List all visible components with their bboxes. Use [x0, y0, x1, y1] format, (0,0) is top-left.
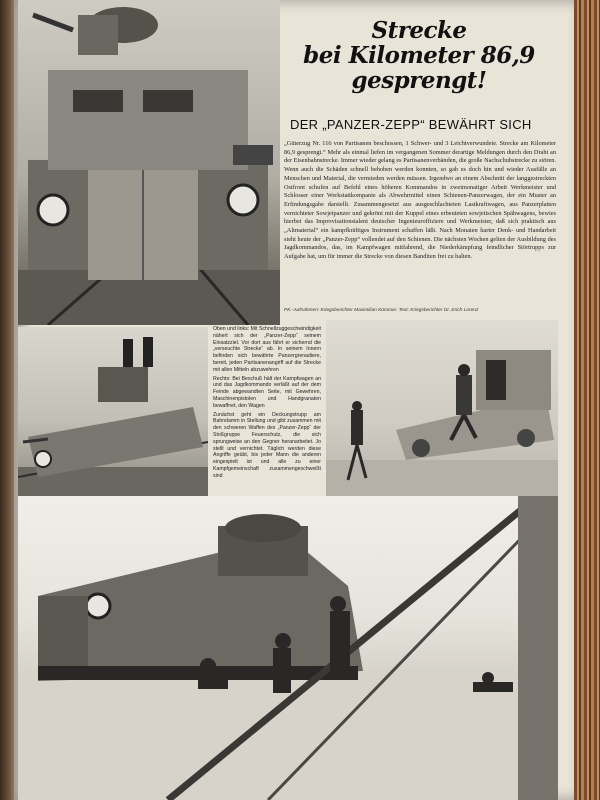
- photo-soldiers-leaving-railcar: [326, 320, 558, 496]
- stacked-pages-edge: [574, 0, 600, 800]
- caption-top: Oben und links: Mit Schnellzuggeschwindigkeit nähert sich der „Panzer-Zepp“ seinem Einsatzziel. Vor dort aus fährt er sichernd die „verseuchte Strecke“ ab. In seinem Innern befinden sich bewährte Panzergrenadiere, bereit, jeden Partisanenangriff auf die Strecke mit allen Mitteln abzuwehren: [213, 326, 321, 373]
- article-headline: [284, 18, 554, 93]
- photo-captions: [213, 326, 321, 482]
- caption-right: Rechts: Bei Beschuß hält der Kampfwagen an und das Jagdkommando verläßt auf der dem Feinde abgewandten Seite, mit Gewehren, Maschinenpistolen und Handgranaten bewaffnet, den Wagen: [213, 375, 321, 409]
- article-body: „Güterzug Nr. 116 von Partisanen beschossen, 1 Schwer- und 3 Leichtverwundete. Strecke am Kilometer 86,9 gesprengt.“ Mehr als einmal liefen im vergangenen Sommer derartige Meldungen durch den Draht an der Eisenbahnstrecke. Immer wieder gelang es Partisanenverbänden, die große Nachschubstrecke zu stören. Wenn auch die Schäden schnell behoben werden konnten, so gab es doch hin und wieder Ausfälle an Menschen und Material, die vermieden werden müssen. Irgendwo an einem Abschnitt der langgestreckten Ostfront schufen auf Befehl eines höheren Kommandos in zweimonatiger Arbeit Werkmeister und Schlosser einer Werkstattkompanie als Abwehrmittel einen Schienen-Panzerwagen, der ein Muster an Erfindungsgabe darstellt. Zusammengesetzt aus ausgeschlachteten Lastkraftwagen, aus Panzerplatten vernichteter Sowjetpanzer und gekrönt mit der Kuppel eines erbeuteten sowjetischen Spähwagens, bewies hierbei das Improvisationstalent deutscher Ingenieuroffiziere und Werkmeister, daß sich praktisch aus „Altmaterial“ ein kampfkräftiges Instrument schaffen läßt. Nach Monaten harter Denk- und Handarbeit steht heute der „Panzer-Zepp“ vollendet auf den Schienen. Die nächsten Wochen gelten der Ausbildung des Jagdkommandos, das, im Kampfwagen mitfahrend, die Niederkämpfung feindlicher Störtrupps zur Aufgabe hat, um für immer die Strecke von diesen Banditen frei zu halten.: [284, 140, 556, 261]
- railcar-side-illustration: [18, 327, 208, 497]
- combat-scene-illustration: [18, 496, 558, 800]
- photo-railcar-side: [18, 327, 208, 497]
- article-subheading: DER „PANZER-ZEPP“ BEWÄHRT SICH: [290, 117, 532, 132]
- photo-combat-scene: [18, 496, 558, 800]
- headline-line-1: Strecke: [371, 17, 467, 44]
- caption-bottom: Zunächst geht ein Deckungstrupp am Bahndamm in Stellung und gibt zusammen mit den schweren Waffen des „Panzer-Zepp“ der Stoßgruppe Feuerschutz, die sich sprungweise an den Gegner heranarbeitet. Jo stellt und vernichtet. Täglich werden diese Angriffe geübt, bis jeder Mann die anderen eingespielt ist und alle zu einer Kampfgemeinschaft zusammengeschweißt sind: [213, 411, 321, 479]
- photo-credit: PK.-Aufnahmen: Kriegsberichter Maximilian Kümmer. Text: Kriegsberichter Dr. Erich Lorenz: [284, 308, 479, 313]
- soldiers-illustration: [326, 320, 558, 496]
- railcar-front-illustration: [18, 0, 280, 325]
- headline-line-3: gesprengt!: [351, 67, 487, 94]
- photo-armored-railcar-front: [18, 0, 280, 325]
- headline-line-2: bei Kilometer 86,9: [303, 42, 535, 69]
